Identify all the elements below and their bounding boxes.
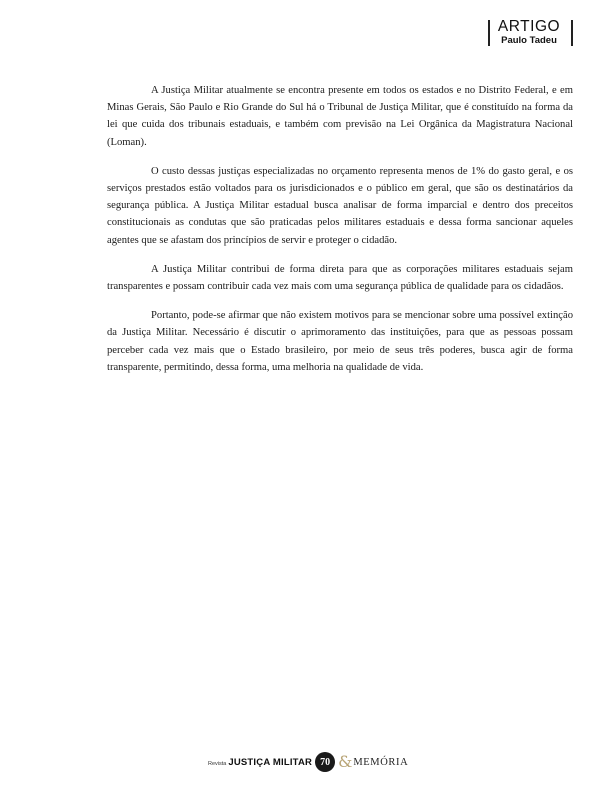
article-body: [107, 82, 573, 388]
paragraph-3: A Justiça Militar contribui de forma direta para que as corporações militares estaduais sejam transparentes e possam contribuir cada vez mais com uma segurança pública de qualidade para os cidadãos.: [107, 263, 573, 293]
paragraph-2: O custo dessas justiças especializadas no orçamento representa menos de 1% do gasto geral, e os serviços prestados estão voltados para os jurisdicionados e o público em geral, que são os destinatários da segurança pública. A Justiça Militar estadual busca analisar de forma imparcial e dentro dos preceitos constitucionais as condutas que são praticadas pelos militares estaduais e dessa forma sancionar aqueles agentes que se afastam dos princípios de servir e proteger o cidadão.: [107, 165, 573, 246]
page-number-badge: 70: [315, 752, 335, 772]
footer-ampersand: &: [338, 752, 353, 771]
header-divider-left: [488, 20, 490, 46]
footer-memoria-label: MEMÓRIA: [353, 756, 409, 768]
section-label: ARTIGO: [497, 18, 561, 35]
paragraph-4: Portanto, pode-se afirmar que não existem motivos para se mencionar sobre uma possível extinção da Justiça Militar. Necessário é discutir o aprimoramento das instituições, para que as pessoas possam perceber cada vez mais que o Estado brasileiro, por meio de seus três poderes, busca agir de forma transparente, permitindo, dessa forma, uma melhoria na qualidade de vida.: [107, 310, 573, 373]
page-footer: [208, 751, 408, 773]
header-divider-right: [571, 20, 573, 46]
author-name: Paulo Tadeu: [501, 35, 557, 46]
paragraph-1: A Justiça Militar atualmente se encontra presente em todos os estados e no Distrito Federal, e em Minas Gerais, São Paulo e Rio Grande do Sul há o Tribunal de Justiça Militar, que é constituído na forma da lei que cuida dos tribunais estaduais, e também com previsão na Lei Orgânica da Magistratura Nacional (Loman).: [107, 85, 573, 148]
footer-journal-title: JUSTIÇA MILITAR: [228, 756, 313, 768]
footer-revista-label: Revista: [208, 761, 227, 767]
